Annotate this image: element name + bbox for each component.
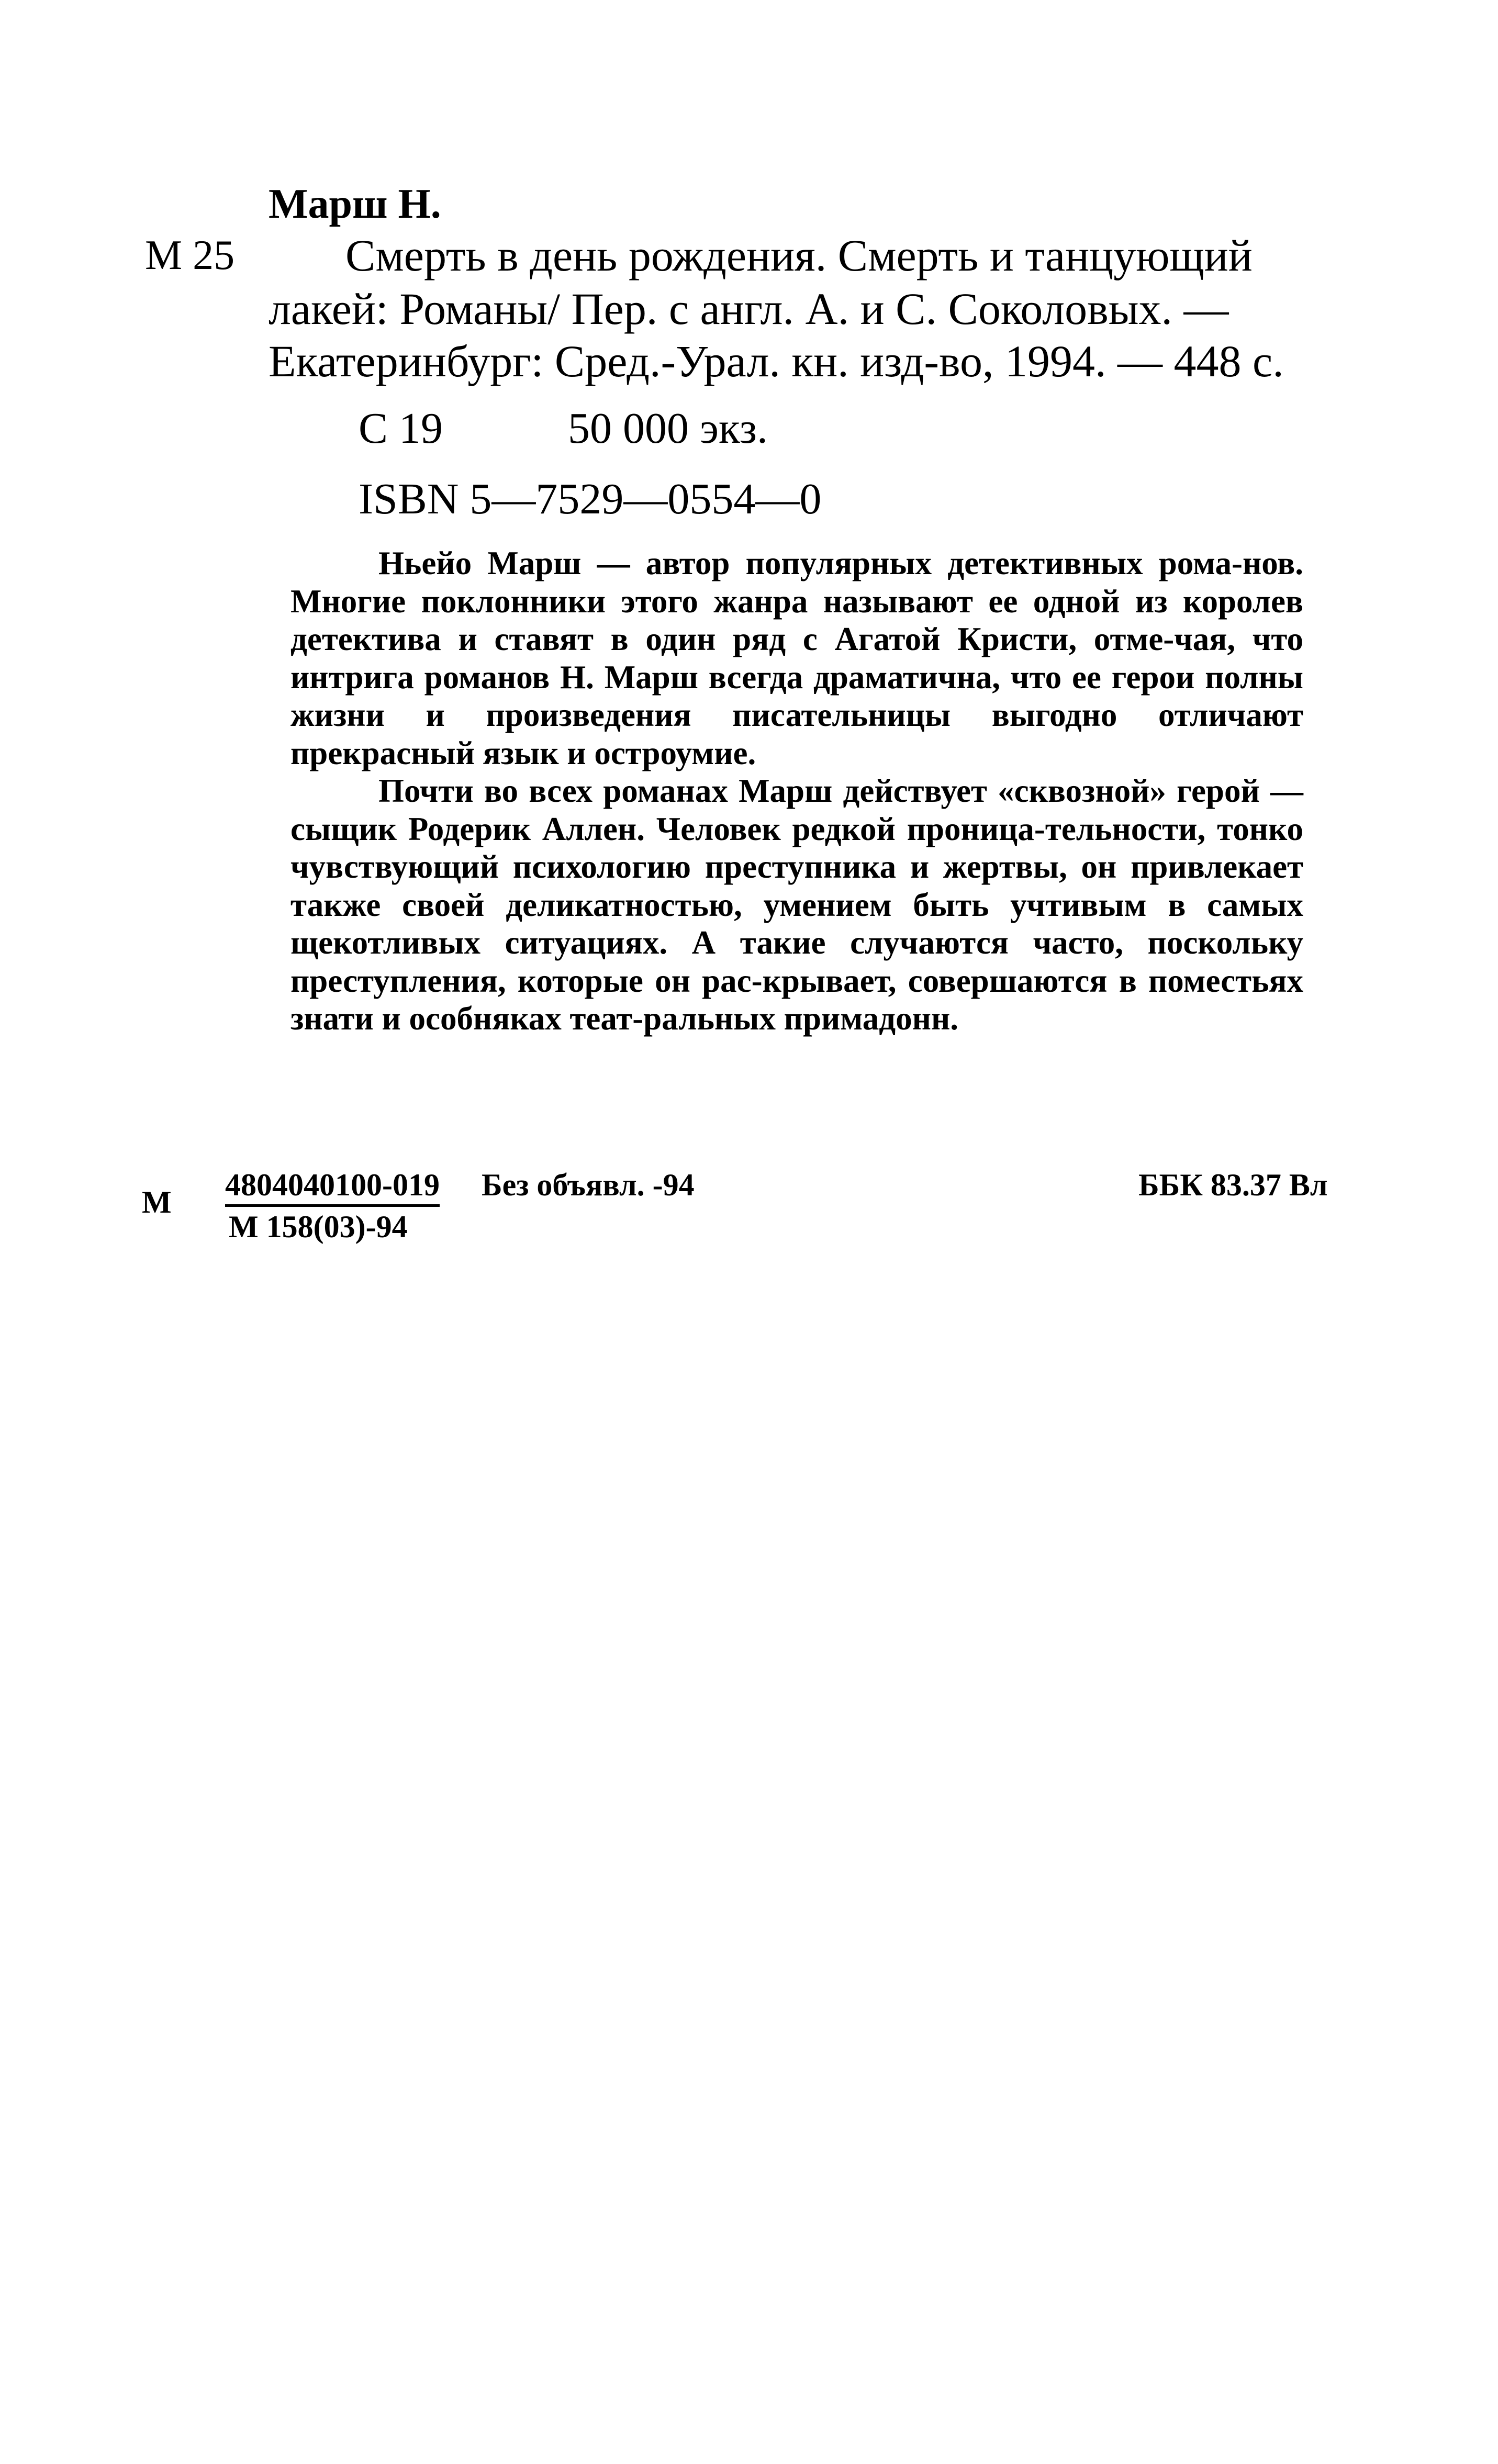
description-line-3: Екатеринбург: Сред.-Урал. кн. изд-во, 1994. — 448 с. bbox=[269, 336, 1284, 386]
shelf-code: М 25 bbox=[145, 232, 235, 278]
annotation-paragraph-2: Почти во всех романах Марш действует «сквозной» герой — сыщик Родерик Аллен. Человек редкой проница-тельности, тонко чувствующий психологию преступника и жертвы, он привлекает также своей деликатностью, умением быть учтивым в самых щекотливых ситуациях. А такие случаются часто, поскольку преступления, которые он рас-крывает, совершаются в поместьях знати и особняках теат-ральных примадонн. bbox=[290, 772, 1303, 1037]
index-code: С 19 bbox=[359, 404, 443, 453]
classification-letter: М bbox=[142, 1185, 172, 1219]
annotation bbox=[290, 544, 1303, 1038]
description-line-2: лакей: Романы/ Пер. с англ. А. и С. Соколовых. — bbox=[269, 284, 1229, 334]
description-line-1: Смерть в день рождения. Смерть и танцующий bbox=[345, 230, 1253, 281]
bbk-code: ББК 83.37 Вл bbox=[1138, 1168, 1328, 1202]
classification-note: Без объявл. -94 bbox=[482, 1168, 695, 1202]
classification-code-numerator: 4804040100-019 bbox=[225, 1167, 440, 1207]
classification-code-denominator: М 158(03)-94 bbox=[229, 1209, 408, 1244]
print-run: 50 000 экз. bbox=[568, 404, 768, 453]
isbn: ISBN 5—7529—0554—0 bbox=[359, 475, 822, 523]
author-heading: Марш Н. bbox=[269, 181, 441, 227]
annotation-paragraph-1: Ньейо Марш — автор популярных детективных рома-нов. Многие поклонники этого жанра называют ее одной из королев детектива и ставят в один ряд с Агатой Кристи, отме-чая, что интрига романов Н. Марш всегда драматична, что ее герои полны жизни и произведения писательницы выгодно отличают прекрасный язык и остроумие. bbox=[290, 545, 1303, 771]
